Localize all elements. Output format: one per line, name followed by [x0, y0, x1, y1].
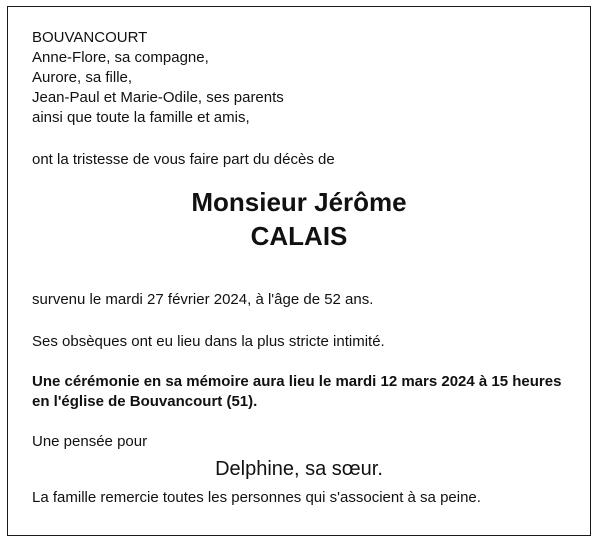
funeral-info: Ses obsèques ont eu lieu dans la plus stricte intimité. [32, 333, 385, 350]
ceremony-line-2: en l'église de Bouvancourt (51). [32, 393, 258, 410]
thought-name: Delphine, sa sœur. [215, 458, 383, 480]
family-line-village: BOUVANCOURT [32, 29, 148, 46]
deceased-name: Monsieur Jérôme [191, 187, 407, 217]
family-line-others: ainsi que toute la famille et amis, [32, 109, 250, 126]
deceased-surname: CALAIS [250, 221, 348, 251]
ceremony-line-1: Une cérémonie en sa mémoire aura lieu le mardi 12 mars 2024 à 15 heures [32, 373, 562, 390]
family-line-parents: Jean-Paul et Marie-Odile, ses parents [32, 89, 284, 106]
thought-intro: Une pensée pour [32, 433, 148, 450]
thanks-text: La famille remercie toutes les personnes qui s'associent à sa peine. [32, 489, 481, 506]
announcement-text: ont la tristesse de vous faire part du décès de [32, 151, 335, 168]
family-line-daughter: Aurore, sa fille, [32, 69, 133, 86]
death-info: survenu le mardi 27 février 2024, à l'âge de 52 ans. [32, 291, 374, 308]
family-line-partner: Anne-Flore, sa compagne, [32, 49, 209, 66]
obituary-notice [7, 6, 591, 536]
